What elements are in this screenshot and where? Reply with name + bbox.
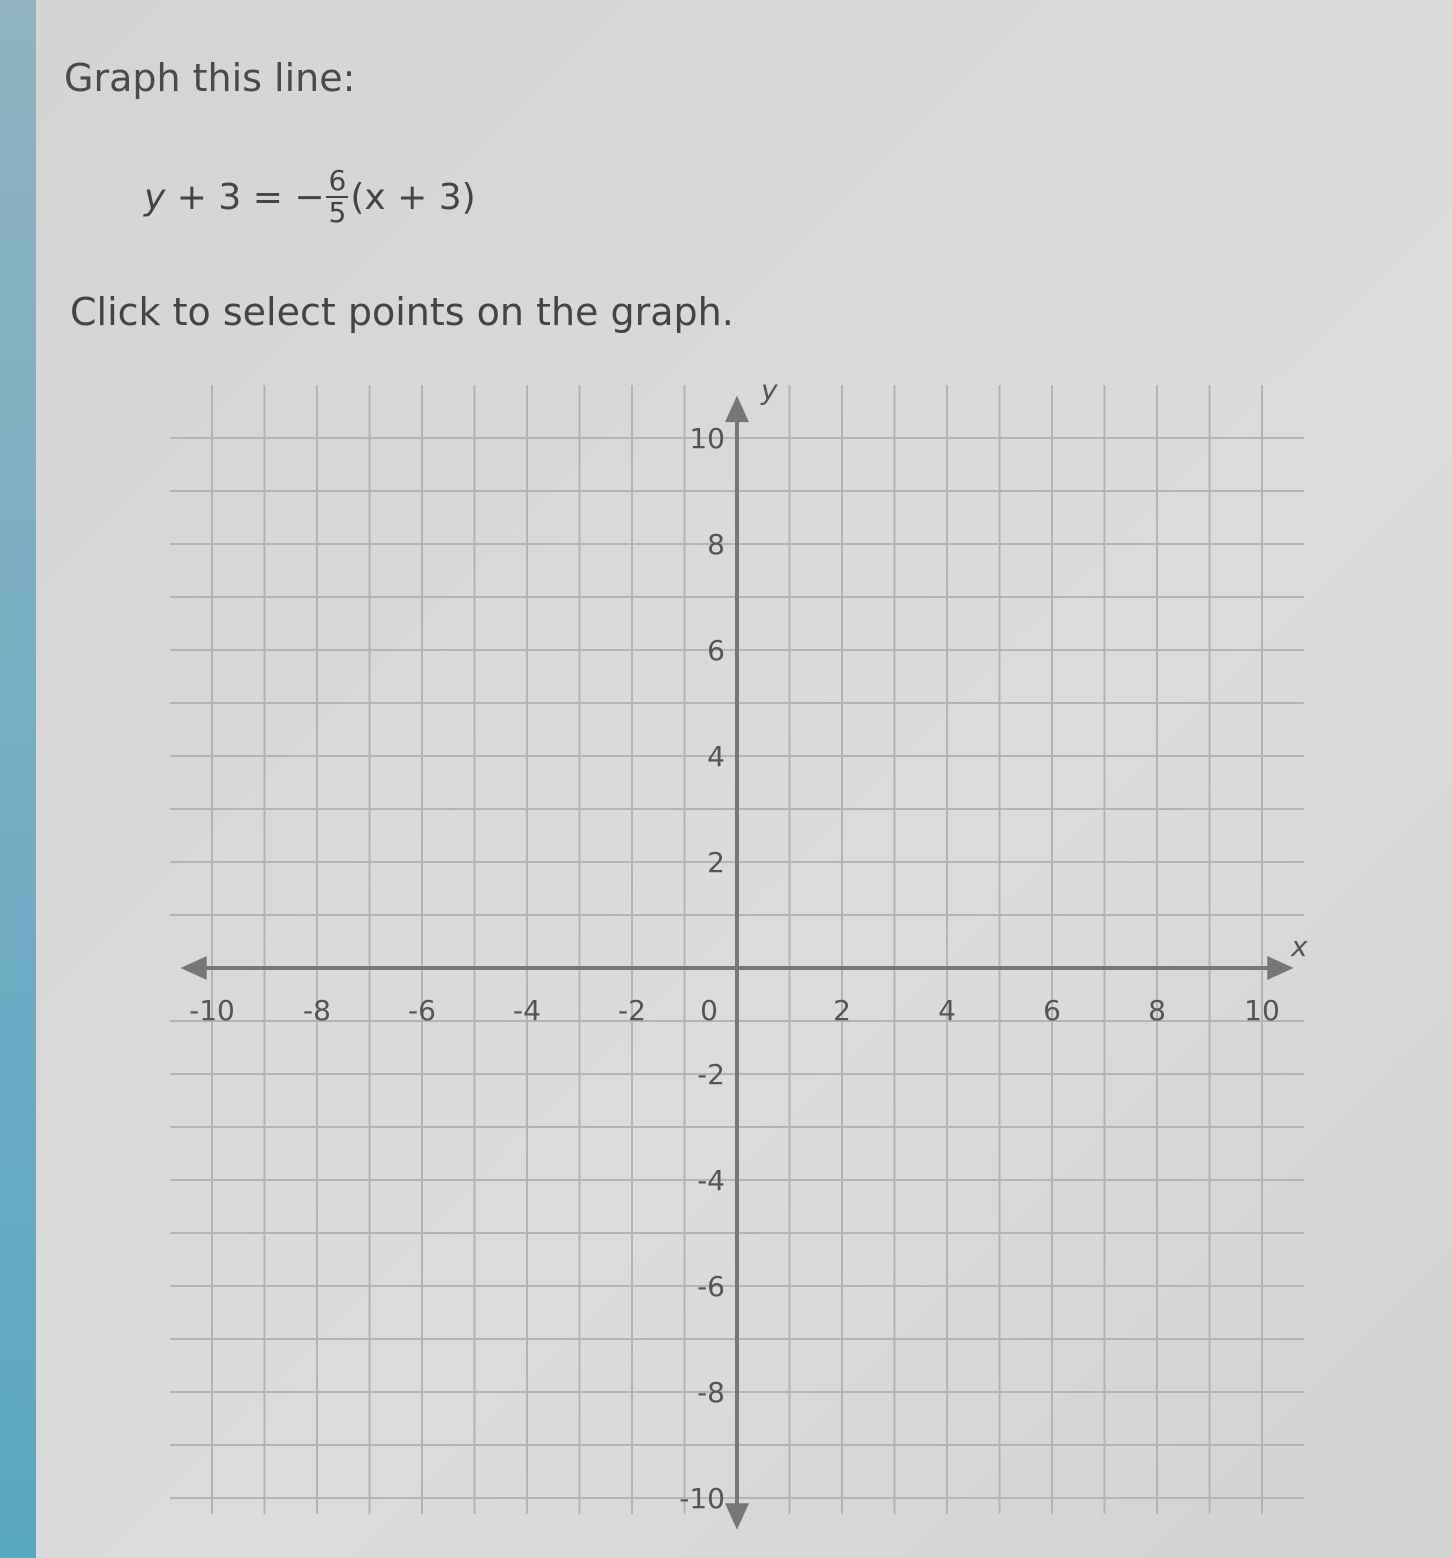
y-tick-label: 4 xyxy=(707,740,725,773)
x-tick-label: -6 xyxy=(408,994,436,1027)
x-tick-label: 0 xyxy=(700,994,718,1027)
y-tick-label: 2 xyxy=(707,846,725,879)
y-tick-label: -6 xyxy=(697,1270,725,1303)
y-tick-label: -8 xyxy=(697,1376,725,1409)
y-tick-label: -10 xyxy=(679,1482,725,1515)
x-axis-left-arrow-icon xyxy=(181,956,207,980)
x-axis-right-arrow-icon xyxy=(1267,956,1293,980)
x-tick-label: -10 xyxy=(189,994,235,1027)
fraction-numerator: 6 xyxy=(328,164,347,197)
prompt-text: Graph this line: xyxy=(64,56,356,100)
y-axis-up-arrow-icon xyxy=(725,396,749,423)
y-tick-label: -4 xyxy=(697,1164,725,1197)
y-axis-label: y xyxy=(761,373,778,407)
x-tick-label: 4 xyxy=(938,994,956,1027)
fraction-denominator: 5 xyxy=(328,196,347,229)
instruction-text: Click to select points on the graph. xyxy=(70,290,734,334)
y-tick-label: 10 xyxy=(689,422,725,455)
equation-rhs: (x + 3) xyxy=(350,176,476,218)
x-tick-label: -4 xyxy=(513,994,541,1027)
equation-lhs-var: y xyxy=(144,176,166,218)
equation-lhs: + 3 = − xyxy=(165,176,325,218)
y-tick-label: 8 xyxy=(707,528,725,561)
x-axis-label: x xyxy=(1291,930,1308,963)
y-tick-label: 6 xyxy=(707,634,725,667)
x-tick-label: -8 xyxy=(303,994,331,1027)
x-tick-label: 2 xyxy=(833,994,851,1027)
x-tick-label: 6 xyxy=(1043,994,1061,1027)
x-tick-label: 10 xyxy=(1244,994,1280,1027)
y-axis-down-arrow-icon xyxy=(725,1503,749,1530)
x-tick-label: 8 xyxy=(1148,994,1166,1027)
x-tick-label: -2 xyxy=(618,994,646,1027)
y-tick-label: -2 xyxy=(697,1058,725,1091)
